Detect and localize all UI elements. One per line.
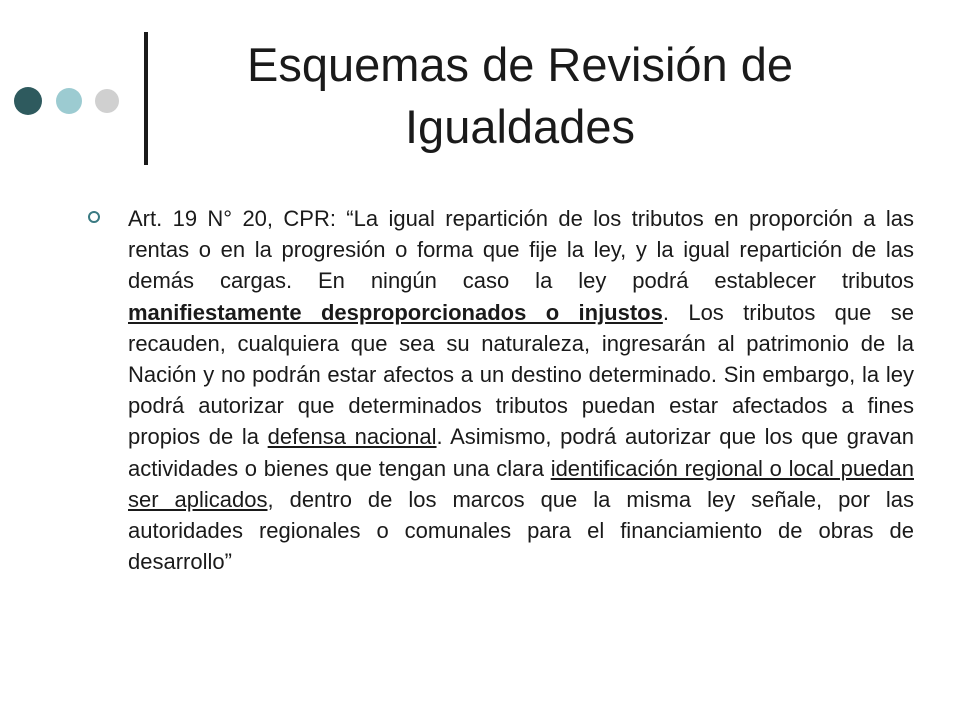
emphasis-underlined: identificación regional o local puedan ser aplicados [128, 455, 914, 512]
bullet-icon [88, 211, 100, 223]
decor-dot-light [56, 88, 82, 114]
emphasis-bold-underlined: manifiestamente desproporcionados o injustos [128, 299, 663, 325]
title-divider [144, 32, 148, 165]
emphasis-underlined: defensa nacional [267, 424, 437, 450]
slide-title: Esquemas de Revisión de Igualdades [246, 38, 794, 153]
text-segment: . Asimismo, podrá autorizar que los que gravan actividades o bienes que tengan una clara [128, 424, 914, 481]
bullet-paragraph [128, 203, 914, 577]
text-segment: . Los tributos que se recauden, cualquiera que sea su naturaleza, ingresarán al patrimonio de la Nación y no podrán estar afectos a un destino determinado. Sin embargo, la ley podrá autorizar que determinados tributos puedan estar afectados a fines propios de la [128, 299, 914, 450]
text-segment: , dentro de los marcos que la misma ley señale, por las autoridades regionales o comunales para el financiamiento de obras de desarrollo” [128, 486, 914, 575]
slide-content [80, 203, 914, 577]
decor-dot-dark [14, 87, 42, 115]
text-segment: Art. 19 N° 20, CPR: “La igual repartición de los tributos en proporción a las rentas o en la progresión o forma que fije la ley, y la igual repartición de las demás cargas. En ningún caso la ley podrá establecer tributos [128, 206, 914, 294]
decor-dot-gray [95, 89, 119, 113]
